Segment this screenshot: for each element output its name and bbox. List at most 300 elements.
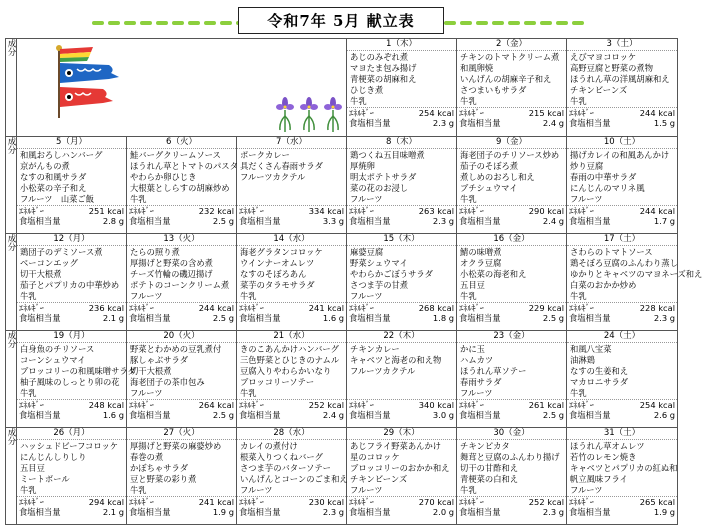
salt-value: 2.3 g (432, 216, 455, 226)
dish-item: 和風卵焼 (460, 63, 494, 73)
energy-label: ｴﾈﾙｷﾞｰ (349, 206, 374, 216)
salt-label: 食塩相当量 (239, 507, 281, 517)
energy-value: 230 kcal (308, 497, 345, 507)
salt-label: 食塩相当量 (569, 216, 611, 226)
dish-item: ポークカレー (240, 150, 290, 160)
dish-item: ウインナーオムレツ (240, 258, 315, 268)
dish-item-empty (240, 194, 346, 205)
salt-value: 2.5 g (542, 313, 565, 323)
dish-item: フルーツカクテル (350, 366, 416, 376)
dish-item-empty (350, 388, 456, 399)
iris-flower-icon (299, 96, 319, 132)
salt-value: 1.5 g (653, 118, 676, 128)
dish-item: 菜の花のお浸し (350, 183, 409, 193)
salt-value: 3.3 g (322, 216, 345, 226)
banner-dash (156, 21, 168, 25)
salt-value: 2.5 g (212, 313, 234, 323)
salt-row (17, 507, 126, 517)
dish-item: 牛乳 (240, 388, 257, 398)
dish-item: 和風おろしハンバーグ (20, 150, 103, 160)
menu-table (5, 38, 702, 525)
dish-item: えびマヨコロッケ (570, 52, 637, 62)
dish-item: 白菜のおかか炒め (570, 280, 637, 290)
day-cell (127, 137, 237, 234)
salt-value: 2.3 g (322, 507, 345, 517)
dish-item: 牛乳 (20, 291, 37, 301)
salt-row (347, 313, 456, 323)
dish-item: 五目豆 (20, 463, 45, 473)
dish-item: チキンのトマトクリーム煮 (460, 52, 560, 62)
side-label (6, 137, 17, 234)
energy-row (457, 107, 566, 118)
day-cell (457, 39, 567, 137)
energy-value: 241 kcal (198, 497, 234, 507)
salt-label: 食塩相当量 (459, 410, 501, 420)
salt-label: 食塩相当量 (459, 313, 501, 323)
salt-value: 1.9 g (653, 507, 676, 517)
dish-item: さつま芋の甘煮 (350, 280, 409, 290)
energy-label: ｴﾈﾙｷﾞｰ (569, 303, 594, 313)
salt-label: 食塩相当量 (19, 507, 61, 517)
day-cell (237, 331, 347, 428)
banner-dash (492, 21, 504, 25)
dish-item: ブロッコリーの和風味噌サラダ (20, 366, 136, 376)
energy-label: ｴﾈﾙｷﾞｰ (569, 108, 594, 118)
energy-row (457, 302, 566, 313)
dish-item: 牛乳 (570, 291, 587, 301)
salt-row (127, 313, 236, 323)
salt-row (567, 507, 677, 517)
side-label (6, 234, 17, 331)
energy-row (127, 399, 236, 410)
dish-list (567, 51, 677, 107)
dish-item: 小松菜の辛子和え (20, 183, 87, 193)
dish-item-empty (350, 377, 456, 388)
salt-row (17, 313, 126, 323)
energy-value: 261 kcal (528, 400, 565, 410)
dish-item: 菜芋のタラモサラダ (240, 280, 315, 290)
dish-item: チキンビーンズ (570, 85, 628, 95)
energy-row (237, 302, 346, 313)
koinobori-carp-streamer-icon (53, 43, 123, 118)
energy-value: 248 kcal (88, 400, 124, 410)
dish-item: 牛乳 (460, 194, 477, 204)
energy-value: 294 kcal (88, 497, 124, 507)
salt-value: 2.8 g (102, 216, 124, 226)
dish-item: 高野豆腐と野菜の煮物 (570, 63, 653, 73)
dish-item: 炒り豆腐 (570, 161, 604, 171)
energy-value: 229 kcal (528, 303, 565, 313)
dish-item: ブロッコリーソテー (240, 377, 315, 387)
energy-row (127, 302, 236, 313)
dish-item: 鶏団子のデミソース煮 (20, 247, 103, 257)
dish-item: ハムカツ (460, 355, 494, 365)
dish-item: ハッシュドビーフコロッケ (20, 441, 119, 451)
day-cell (457, 137, 567, 234)
energy-row (347, 302, 456, 313)
dish-item: なすの和風サラダ (20, 172, 87, 182)
dish-item: コーンシュウマイ (20, 355, 86, 365)
dish-item: 牛乳 (20, 388, 37, 398)
banner-dash (508, 21, 520, 25)
dish-list (457, 343, 566, 399)
energy-label: ｴﾈﾙｷﾞｰ (19, 303, 44, 313)
energy-row (567, 107, 677, 118)
dish-item: 牛乳 (130, 485, 147, 495)
day-header: 5（月） (17, 137, 126, 149)
banner-dash (220, 21, 232, 25)
salt-row (347, 118, 456, 128)
energy-value: 270 kcal (418, 497, 455, 507)
day-cell (347, 39, 457, 137)
dish-item: フルーツ (350, 485, 383, 495)
day-cell (127, 331, 237, 428)
side-label (6, 428, 17, 525)
dish-list (17, 149, 126, 205)
energy-value: 244 kcal (639, 108, 676, 118)
energy-label: ｴﾈﾙｷﾞｰ (19, 497, 44, 507)
dish-item: にんじんのマリネ風 (570, 183, 645, 193)
dish-item: 豆と野菜の彩り煮 (130, 474, 197, 484)
banner-dash (556, 21, 568, 25)
dish-item: 春巻の煮 (130, 452, 164, 462)
dish-item: やわらかごぼうサラダ (350, 269, 433, 279)
dish-item: 春雨サラダ (460, 377, 502, 387)
dish-list (127, 246, 236, 302)
day-cell (347, 428, 457, 525)
dish-item: チキンカレー (350, 344, 400, 354)
salt-value: 2.4 g (542, 118, 565, 128)
side-label-text: 成分 (6, 137, 16, 154)
energy-row (127, 205, 236, 216)
dish-item: 厚焼卵 (350, 161, 375, 171)
salt-label: 食塩相当量 (569, 313, 611, 323)
day-header: 21（水） (237, 331, 346, 343)
dish-list (127, 440, 236, 496)
dish-item: 海老団子の茶巾包み (130, 377, 205, 387)
dish-item: 舞茸と豆腐のふんわり揚げ (460, 452, 560, 462)
day-header: 20（火） (127, 331, 236, 343)
salt-value: 2.0 g (432, 507, 455, 517)
week-row (6, 331, 678, 428)
dish-item: 豆腐入りやわらかいなり (240, 366, 332, 376)
dish-item: オクラ豆腐 (460, 258, 502, 268)
energy-label: ｴﾈﾙｷﾞｰ (239, 303, 264, 313)
salt-label: 食塩相当量 (129, 216, 171, 226)
energy-value: 265 kcal (639, 497, 676, 507)
dish-item: ゆかりとキャベツのマヨネーズ和え (570, 269, 702, 279)
day-header: 8（木） (347, 137, 456, 149)
salt-label: 食塩相当量 (349, 216, 391, 226)
banner-dash (540, 21, 552, 25)
salt-value: 2.4 g (542, 216, 565, 226)
dish-item: チーズ竹輪の磯辺揚げ (130, 269, 213, 279)
energy-value: 252 kcal (528, 497, 565, 507)
banner-dash (108, 21, 120, 25)
banner-dash (476, 21, 488, 25)
dish-item: フルーツ (130, 291, 163, 301)
dish-item: あじフライ野菜あんかけ (350, 441, 442, 451)
salt-row (17, 410, 126, 420)
dish-item: フルーツ (130, 388, 163, 398)
banner-dash (188, 21, 200, 25)
energy-label: ｴﾈﾙｷﾞｰ (569, 206, 594, 216)
dish-item: ひじき煮 (350, 85, 384, 95)
salt-row (237, 216, 346, 226)
dish-item: 野菜とわかめの豆乳煮付 (130, 344, 222, 354)
energy-row (457, 399, 566, 410)
salt-value: 2.5 g (212, 410, 234, 420)
energy-value: 215 kcal (528, 108, 565, 118)
energy-row (127, 496, 236, 507)
dish-item: 海老グラタンコロッケ (240, 247, 323, 257)
dish-item: 油淋鶏 (570, 355, 595, 365)
day-header: 31（土） (567, 428, 677, 440)
dish-item: 帆立風味フライ (570, 474, 628, 484)
salt-label: 食塩相当量 (19, 313, 61, 323)
energy-label: ｴﾈﾙｷﾞｰ (569, 400, 594, 410)
salt-label: 食塩相当量 (239, 216, 281, 226)
dish-item: ポテトのコーンクリーム煮 (130, 280, 230, 290)
energy-row (567, 399, 677, 410)
day-cell (347, 137, 457, 234)
banner-dash (444, 21, 456, 25)
energy-label: ｴﾈﾙｷﾞｰ (129, 497, 154, 507)
dish-item: マカロニサラダ (570, 377, 629, 387)
day-header: 14（水） (237, 234, 346, 246)
dish-item: 煮しめのおろし和え (460, 172, 535, 182)
dish-item: チキンビーンズ (350, 474, 408, 484)
side-label-text: 成分 (6, 331, 16, 348)
dish-list (457, 51, 566, 107)
day-header: 28（水） (237, 428, 346, 440)
salt-row (127, 410, 236, 420)
dish-list (17, 343, 136, 399)
dish-item: 茄子のそぼろ煮 (460, 161, 519, 171)
day-cell (457, 331, 567, 428)
energy-row (567, 302, 677, 313)
energy-row (347, 399, 456, 410)
dish-list (567, 246, 702, 302)
dish-item: 青梗菜の胡麻和え (350, 74, 417, 84)
day-cell (457, 428, 567, 525)
dish-list (127, 149, 236, 205)
energy-value: 244 kcal (198, 303, 234, 313)
energy-row (347, 107, 456, 118)
salt-label: 食塩相当量 (349, 313, 391, 323)
dish-item: 大根葉としらすの胡麻炒め (130, 183, 230, 193)
salt-row (237, 507, 346, 517)
week-row (6, 39, 678, 137)
dish-list (347, 343, 456, 399)
salt-row (127, 216, 236, 226)
dish-item: 茄子とパプリカの中華炒め (20, 280, 120, 290)
title-banner (0, 0, 679, 36)
side-label-text: 成分 (6, 234, 16, 251)
day-header: 19（月） (17, 331, 126, 343)
energy-label: ｴﾈﾙｷﾞｰ (239, 400, 264, 410)
dish-list (347, 440, 456, 496)
energy-label: ｴﾈﾙｷﾞｰ (239, 206, 264, 216)
dish-list (237, 149, 346, 205)
salt-row (237, 410, 346, 420)
dish-item: カレイの煮付け (240, 441, 298, 451)
salt-label: 食塩相当量 (459, 507, 501, 517)
salt-label: 食塩相当量 (569, 410, 611, 420)
salt-value: 3.0 g (432, 410, 455, 420)
dish-item: 和風八宝菜 (570, 344, 612, 354)
energy-value: 244 kcal (639, 206, 676, 216)
banner-dash (92, 21, 104, 25)
iris-flower-icon (323, 96, 343, 132)
salt-value: 1.9 g (212, 507, 234, 517)
salt-value: 2.1 g (102, 313, 124, 323)
dish-list (237, 440, 346, 496)
dish-item: 牛乳 (350, 96, 367, 106)
dish-item: 鶏つくね五目味噌煮 (350, 150, 425, 160)
energy-value: 254 kcal (418, 108, 455, 118)
day-header: 22（木） (347, 331, 456, 343)
salt-row (567, 216, 677, 226)
salt-row (457, 216, 566, 226)
menu-sheet (5, 38, 702, 527)
salt-value: 2.3 g (432, 118, 455, 128)
dish-item: なすのそぼろあん (240, 269, 307, 279)
salt-row (567, 313, 677, 323)
dish-item: さわらのトマトソース (570, 247, 653, 257)
dish-item: たらの照り煮 (130, 247, 180, 257)
energy-row (17, 302, 126, 313)
salt-value: 1.8 g (432, 313, 455, 323)
dish-item: ブチシュウマイ (460, 183, 518, 193)
dish-item: かに玉 (460, 344, 485, 354)
dish-item: 牛乳 (130, 194, 147, 204)
salt-value: 1.6 g (322, 313, 345, 323)
dish-list (457, 149, 566, 205)
banner-dash (460, 21, 472, 25)
energy-row (17, 205, 126, 216)
day-cell (347, 331, 457, 428)
banner-dash (572, 21, 584, 25)
day-cell (457, 234, 567, 331)
day-header: 7（水） (237, 137, 346, 149)
salt-row (567, 118, 677, 128)
salt-label: 食塩相当量 (19, 216, 61, 226)
side-label-text: 成分 (6, 39, 16, 56)
dish-item: なすの生姜和え (570, 366, 629, 376)
dish-item: 鮭バーグクリームソース (130, 150, 221, 160)
energy-row (17, 399, 126, 410)
energy-label: ｴﾈﾙｷﾞｰ (459, 206, 484, 216)
energy-value: 290 kcal (528, 206, 565, 216)
dish-list (567, 343, 677, 399)
dish-list (567, 440, 677, 496)
day-header: 26（月） (17, 428, 126, 440)
salt-label: 食塩相当量 (239, 410, 281, 420)
dish-list (567, 149, 677, 205)
day-header: 10（土） (567, 137, 677, 149)
dish-item: 牛乳 (240, 291, 257, 301)
energy-value: 263 kcal (418, 206, 455, 216)
banner-dash (204, 21, 216, 25)
salt-value: 2.5 g (542, 410, 565, 420)
dish-item: ほうれん草オムレツ (570, 441, 645, 451)
energy-label: ｴﾈﾙｷﾞｰ (569, 497, 594, 507)
energy-value: 334 kcal (308, 206, 345, 216)
salt-label: 食塩相当量 (349, 507, 391, 517)
week-row (6, 137, 678, 234)
dish-item: 牛乳 (20, 485, 37, 495)
day-cell (17, 137, 127, 234)
dish-list (457, 440, 566, 496)
salt-value: 2.4 g (322, 410, 345, 420)
energy-value: 251 kcal (88, 206, 124, 216)
dish-item: 牛乳 (570, 388, 587, 398)
decoration-cell (17, 39, 347, 137)
dish-item: 野菜シュウマイ (350, 258, 408, 268)
energy-value: 340 kcal (418, 400, 455, 410)
dish-item: 切干大根煮 (130, 366, 172, 376)
week-row (6, 234, 678, 331)
salt-label: 食塩相当量 (569, 118, 611, 128)
energy-value: 232 kcal (198, 206, 234, 216)
salt-row (457, 507, 566, 517)
dish-item: きのこあんかけハンバーグ (240, 344, 339, 354)
salt-label: 食塩相当量 (129, 410, 171, 420)
dish-item: さつまいもサラダ (460, 85, 527, 95)
dish-item: かぼちゃサラダ (130, 463, 188, 473)
energy-value: 228 kcal (639, 303, 676, 313)
salt-label: 食塩相当量 (569, 507, 611, 517)
dish-item: 小松菜の海老和え (460, 269, 527, 279)
dish-item: 揚げカレイの和風あんかけ (570, 150, 670, 160)
dish-item: 明太ポテトサラダ (350, 172, 417, 182)
day-header: 2（金） (457, 39, 566, 51)
page-title: 令和7年 5月 献立表 (238, 7, 444, 34)
energy-label: ｴﾈﾙｷﾞｰ (129, 206, 154, 216)
day-header: 3（土） (567, 39, 677, 51)
dish-item-empty (240, 183, 346, 194)
dish-item: やわらか卵ひじき (130, 172, 197, 182)
dish-list (237, 246, 346, 302)
salt-label: 食塩相当量 (239, 313, 281, 323)
energy-row (347, 496, 456, 507)
day-header: 12（月） (17, 234, 126, 246)
dish-item: 厚揚げと野菜の含め煮 (130, 258, 213, 268)
energy-label: ｴﾈﾙｷﾞｰ (349, 303, 374, 313)
day-header: 29（木） (347, 428, 456, 440)
salt-label: 食塩相当量 (19, 410, 61, 420)
energy-value: 254 kcal (639, 400, 676, 410)
banner-dash (124, 21, 136, 25)
iris-flower-icon (275, 96, 295, 132)
side-label (6, 39, 17, 137)
day-cell (127, 234, 237, 331)
dish-item: 牛乳 (460, 96, 477, 106)
dish-item: ほうれん草とトマトのパスタ (130, 161, 238, 171)
day-cell (347, 234, 457, 331)
day-header: 17（土） (567, 234, 677, 246)
salt-value: 1.7 g (653, 216, 676, 226)
salt-label: 食塩相当量 (459, 118, 501, 128)
dish-item: 京がんもの煮 (20, 161, 70, 171)
dish-list (457, 246, 566, 302)
day-cell (567, 39, 678, 137)
dish-item: 海老団子のチリソース炒め (460, 150, 560, 160)
dish-list (347, 246, 456, 302)
dish-item: キャベツと海老の和え物 (350, 355, 442, 365)
day-cell (567, 331, 678, 428)
